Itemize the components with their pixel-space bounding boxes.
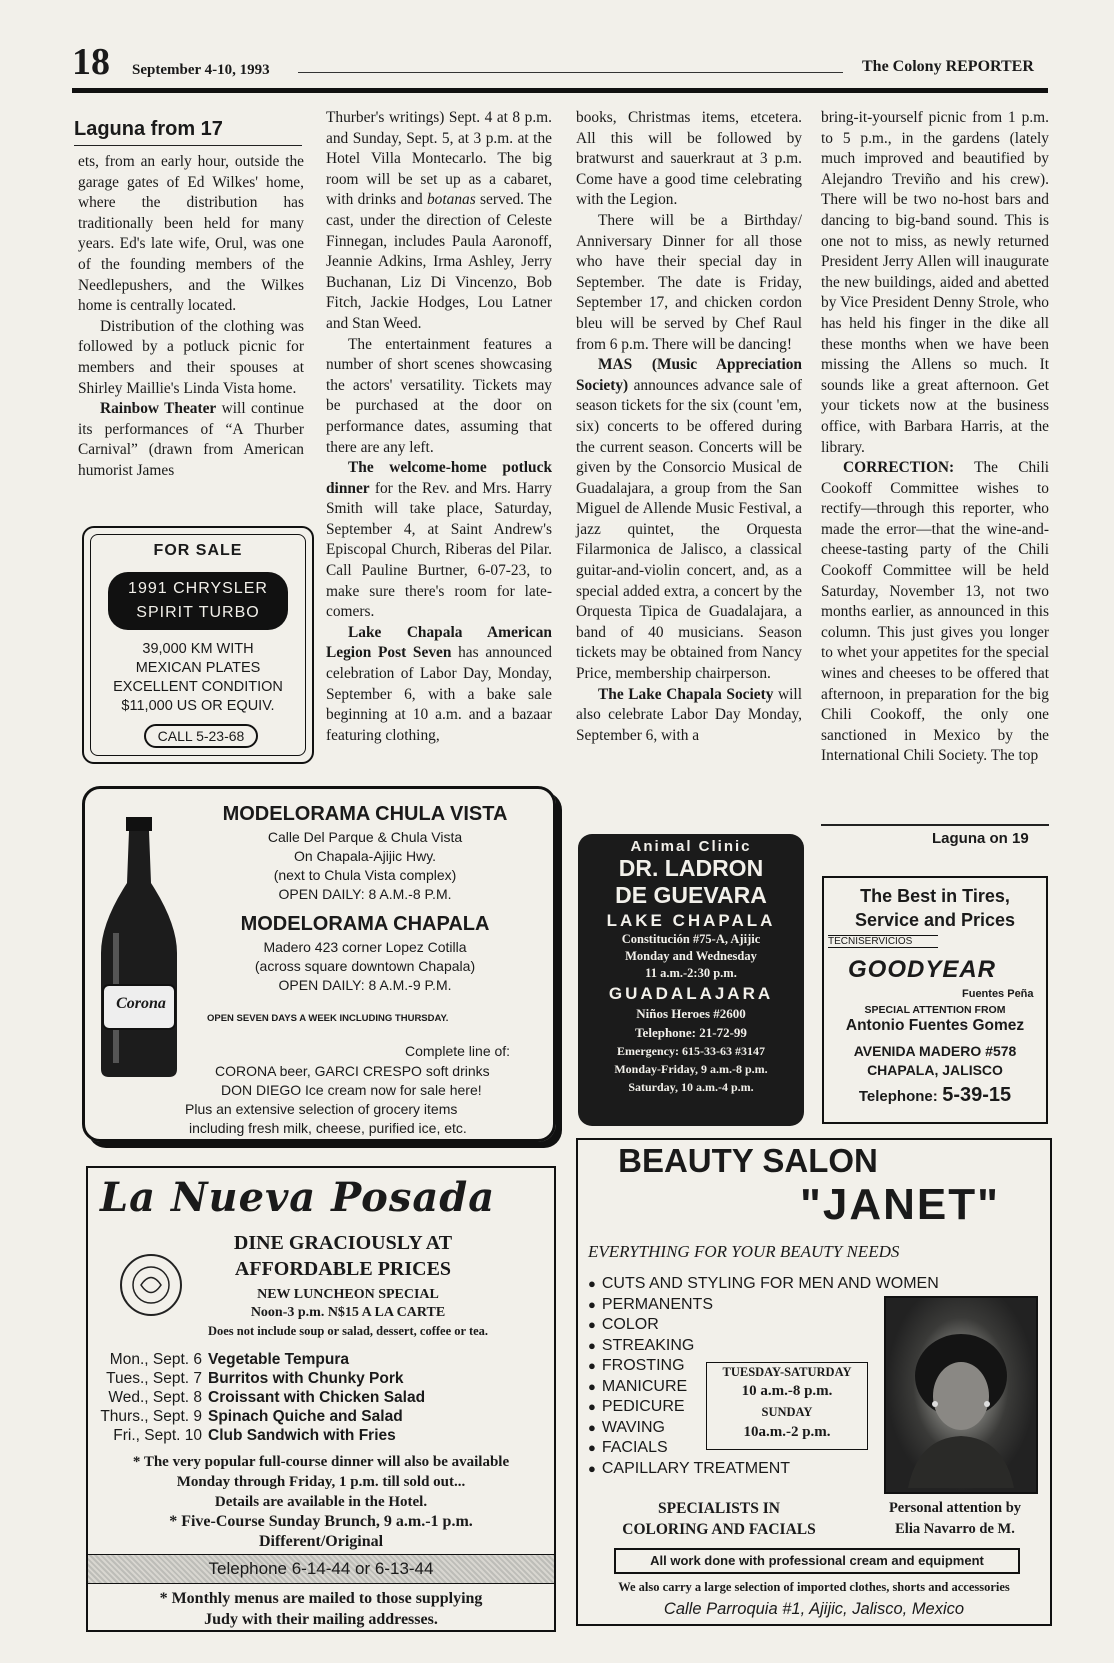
paragraph-text: will continue its performances of “A Thurber Carnival” (drawn from American humorist James [78, 400, 304, 479]
monthly-line: * Monthly menus are mailed to those supplying [159, 1590, 483, 1607]
menu-row [88, 1426, 554, 1445]
hours-time: 10a.m.-2 p.m. [743, 1424, 831, 1440]
col4-paragraph [821, 458, 1049, 767]
tecniservicios-label: TECNISERVICIOS [828, 935, 938, 948]
opening-hours: OPEN DAILY: 8 A.M.-9 P.M. [278, 977, 452, 993]
salon-service-item: ● CAPILLARY TREATMENT [588, 1459, 939, 1480]
menu-dish: Burritos with Chunky Pork [208, 1370, 404, 1387]
open-week-note: OPEN SEVEN DAYS A WEEK INCLUDING THURSDAY. [207, 1013, 449, 1024]
for-sale-title: FOR SALE [153, 542, 243, 559]
column-4 [821, 108, 1049, 767]
monthly-line: Judy with their mailing addresses. [204, 1611, 438, 1628]
menu-day: Fri., Sept. 10 [113, 1427, 202, 1444]
article-headline: Laguna from 17 [74, 118, 223, 140]
paragraph-text: The Chili Cookoff Committee wishes to rectify—through this reporter, who made the error—that the wine-and-cheese-tasting party of the Chili Cookoff Committee will be held Saturday, November 13, not two months earlier, as announced in this column. This just gives you longer to whet your appetites for the special wines and cheeses to be offered that afternoon, in preparation for the big Chili Cookoff, the only one sanctioned in Mexico by the International Chili Society. The top [821, 459, 1049, 765]
salon-service-item: ● WAVING [588, 1418, 939, 1439]
clinic-doctor-name: DR. LADRON [618, 855, 764, 881]
personal-line: Personal attention by [888, 1500, 1022, 1516]
tires-ad [822, 876, 1048, 1124]
corona-bottle-icon [93, 813, 185, 1083]
headline-rule [74, 145, 302, 146]
paragraph-text: for the Rev. and Mrs. Harry Smith will take place, Saturday, September 4, at Saint Andrew's Episcopal Church, Riberas del Pilar. Call Pauline Burtner, 6-07-23, to make sure there's room for late-comers. [326, 479, 552, 621]
contact-name: Antonio Fuentes Gomez [845, 1017, 1025, 1034]
address-line: On Chapala-Ajijic Hwy. [293, 848, 437, 864]
dinner-line: Monday through Friday, 1 p.m. till sold out... [176, 1474, 466, 1490]
phone-number: 5-39-15 [942, 1084, 1012, 1106]
dinner-line: * The very popular full-course dinner will also be available [132, 1454, 510, 1470]
details-line: Details are available in the Hotel. [214, 1494, 428, 1510]
bottle-label: Corona [116, 995, 166, 1012]
column-1 [78, 152, 304, 482]
salon-professional: All work done with professional cream and equipment [614, 1548, 1020, 1574]
clinic-hours: Saturday, 10 a.m.-4 p.m. [628, 1080, 754, 1094]
menu-dish: Vegetable Tempura [208, 1351, 349, 1368]
salon-name: "JANET" [800, 1180, 1000, 1229]
brunch-line: * Five-Course Sunday Brunch, 9 a.m.-1 p.m. [169, 1513, 473, 1530]
italic-term: botanas [426, 191, 476, 209]
salon-service-item: ● COLOR [588, 1315, 939, 1336]
col1-paragraph: Distribution of the clothing was followed by a potluck picnic for members and their spouses at Shirley Maillie's Linda Vista home. [78, 317, 304, 397]
posada-monthly [88, 1588, 554, 1630]
clinic-label: Animal Clinic [630, 838, 752, 855]
opening-hours: OPEN DAILY: 8 A.M.-8 P.M. [278, 886, 452, 902]
publication-name: The Colony REPORTER [862, 58, 1034, 75]
clinic-address: Niños Heroes #2600 [636, 1006, 746, 1021]
address-line: Madero 423 corner Lopez Cotilla [263, 939, 467, 955]
salon-address: Calle Parroquia #1, Ajijic, Jalisco, Mexico [663, 1600, 965, 1618]
address-line: (across square downtown Chapala) [254, 958, 476, 974]
menu-dish: Croissant with Chicken Salad [208, 1389, 426, 1406]
col3-paragraph [576, 685, 802, 747]
address-line: (next to Chula Vista complex) [273, 867, 457, 883]
sale-phone: CALL 5-23-68 [144, 724, 258, 748]
col2-paragraph [326, 108, 552, 335]
col1-paragraph: ets, from an early hour, outside the garage gates of Ed Wilkes' home, where the distribution has traditionally been held for many years. Ed's late wife, Orul, was one of the founding members of the Needlepushers, and the Wilkes home is centrally located. [78, 153, 304, 315]
header-thick-rule [72, 88, 1048, 93]
col4-paragraph: bring-it-yourself picnic from 1 p.m. to 5 p.m., in the gardens (lately much improved and beautified by Alejandro Treviño and his crew). There will be two no-host bars and dancing to big-band sound. This is one not to miss, as newly returned President Jerry Allen will inaugurate the new buildings, aided and abetted by Vice President Denny Strole, who has held his finger in the dike all these months when we have been missing the Allens so much. It sounds like a great afternoon. Get your tickets now at the business office, with Barbara Harris, at the library. [821, 109, 1049, 456]
posada-phone: Telephone 6-14-44 or 6-13-44 [88, 1554, 554, 1584]
menu-day: Mon., Sept. 6 [109, 1351, 202, 1368]
sale-detail-line: $11,000 US OR EQUIV. [121, 698, 275, 714]
clinic-days: Monday and Wednesday [625, 949, 757, 963]
menu-day: Thurs., Sept. 9 [100, 1408, 202, 1425]
salon-title: BEAUTY SALON [618, 1142, 878, 1179]
sale-detail-line: EXCELLENT CONDITION [113, 679, 283, 695]
column-2 [326, 108, 552, 746]
special-note: Does not include soup or salad, dessert, coffee or tea. [207, 1324, 489, 1338]
salon-service-item: ● FACIALS [588, 1438, 939, 1459]
posada-tagline [198, 1230, 488, 1282]
specialists-line: COLORING AND FACIALS [622, 1521, 816, 1538]
for-sale-ad [82, 526, 314, 764]
product-line: DON DIEGO Ice cream now for sale here! [221, 1082, 482, 1098]
salon-service-item: ● PEDICURE [588, 1397, 939, 1418]
hours-days: SUNDAY [761, 1405, 813, 1419]
page-number: 18 [72, 41, 110, 83]
col3-paragraph: There will be a Birthday/ Anniversary Dinner for all those who have their special day in September. The date is Friday, September 17, and chicken cordon bleu will be served by Chef Raul from 6 p.m. There will be dancing! [576, 211, 802, 353]
paragraph-text: has announced celebration of Labor Day, Monday, September 6, with a bake sale beginning at 10 a.m. and a bazaar featuring clothing, [326, 644, 552, 744]
issue-date: September 4-10, 1993 [132, 62, 270, 78]
goodyear-logo: GOODYEAR [848, 956, 997, 983]
continued-line: Laguna on 19 [932, 830, 1029, 847]
lead-in: The Lake Chapala Society [598, 685, 774, 703]
different-line: Different/Original [258, 1533, 384, 1550]
lead-in: CORRECTION: [843, 459, 955, 477]
phone-label: Telephone: [858, 1088, 938, 1105]
col2-paragraph [326, 458, 552, 623]
clinic-doctor-name: DE GUEVARA [615, 882, 767, 908]
lead-in: MAS (Music Appreciation Society) [576, 356, 802, 394]
salon-service-item: ● FROSTING [588, 1356, 939, 1377]
animal-clinic-ad [578, 834, 804, 1126]
menu-dish: Club Sandwich with Fries [208, 1427, 396, 1444]
tagline-line: AFFORDABLE PRICES [234, 1258, 452, 1280]
sale-detail-line: 39,000 KM WITH [142, 641, 254, 657]
sale-detail-line: MEXICAN PLATES [135, 660, 261, 676]
address-line: CHAPALA, JALISCO [867, 1062, 1003, 1078]
menu-dish: Spinach Quiche and Salad [208, 1408, 403, 1425]
salon-service-item: ● CUTS AND STYLING FOR MEN AND WOMEN [588, 1274, 939, 1295]
salon-clothes: We also carry a large selection of imported clothes, shorts and accessories [618, 1580, 1010, 1594]
modelorama-location-1 [185, 803, 545, 904]
special-line: NEW LUNCHEON SPECIAL [257, 1287, 439, 1302]
clinic-city: GUADALAJARA [608, 984, 774, 1003]
menu-row [88, 1350, 554, 1369]
col3-paragraph: books, Christmas items, etcetera. All this will be followed by bratwurst and sauerkraut at 3 p.m. Come have a good time celebrating with the Legion. [576, 109, 802, 209]
product-line: CORONA beer, GARCI CRESPO soft drinks [215, 1063, 490, 1079]
tagline-line: DINE GRACIOUSLY AT [233, 1232, 453, 1254]
hours-time: 10 a.m.-8 p.m. [741, 1383, 833, 1399]
specialists-line: SPECIALISTS IN [658, 1500, 780, 1517]
column-3 [576, 108, 802, 746]
col3-paragraph [576, 355, 802, 685]
posada-extra [88, 1452, 554, 1552]
col2-paragraph: The entertainment features a number of short scenes showcasing the actors' versatility. Tickets may be purchased at the door on performance dates, assuming that there are any left. [326, 335, 552, 456]
location-title: MODELORAMA CHULA VISTA [222, 803, 508, 825]
posada-title: La Nueva Posada [100, 1174, 496, 1221]
clinic-phone: Telephone: 21-72-99 [635, 1025, 747, 1040]
personal-line: Elia Navarro de M. [895, 1521, 1015, 1537]
paragraph-text: will also celebrate Labor Day Monday, September 6, with a [576, 685, 802, 744]
attention-line: SPECIAL ATTENTION FROM [864, 1004, 1006, 1016]
location-title: MODELORAMA CHAPALA [240, 913, 490, 935]
salon-specialists [594, 1498, 844, 1540]
lead-in: The welcome-home potluck dinner [326, 459, 552, 497]
menu-row [88, 1407, 554, 1426]
clinic-emergency: Emergency: 615-33-63 #3147 [617, 1044, 765, 1058]
menu-row [88, 1369, 554, 1388]
salon-personal [860, 1498, 1050, 1540]
clinic-hours: Monday-Friday, 9 a.m.-8 p.m. [614, 1062, 768, 1076]
product-line: including fresh milk, cheese, purified ice, etc. [189, 1120, 467, 1136]
portrait-icon [898, 1318, 1024, 1488]
car-model-banner: 1991 CHRYSLER SPIRIT TURBO [108, 572, 288, 630]
menu-row [88, 1388, 554, 1407]
posada-menu [88, 1350, 554, 1445]
address-line: Calle Del Parque & Chula Vista [267, 829, 463, 845]
tires-title-line: Service and Prices [854, 910, 1016, 930]
modelorama-ad [82, 786, 556, 1142]
salon-hours [706, 1362, 868, 1450]
col1-paragraph [78, 399, 304, 481]
salon-service-item: ● PERMANENTS [588, 1295, 939, 1316]
salon-service-item: ● MANICURE [588, 1377, 939, 1398]
special-time: Noon-3 p.m. N$15 A LA CARTE [250, 1305, 446, 1320]
paragraph-text: Thurber's writings) Sept. 4 at 8 p.m. and Sunday, Sept. 5, at 3 p.m. at the Hotel Villa Montecarlo. The big room will be set up as a cabaret, with drinks and [326, 109, 552, 209]
lead-in: Rainbow Theater [100, 400, 217, 418]
clinic-address: Constitución #75-A, Ajijic [621, 932, 761, 946]
paragraph-text: announces advance sale of season tickets for the six (count 'em, six) concerts to be offered during the current season. Concerts will be given by the Consorcio Musical de Guadalajara, a group from the San Miguel de Allende Music Festival, a jazz quintet, the Orquesta Filarmonica de Jalisco, a classical guitar-and-violin concert, and, as a special added extra, a concert by the Orquesta Tipica de Guadalajara, a band of 40 musicians. Season tickets may be obtained from Nancy Price, membership chairperson. [576, 376, 802, 683]
product-line: Plus an extensive selection of grocery items [185, 1101, 458, 1117]
stylist-photo [884, 1296, 1038, 1494]
hours-days: TUESDAY-SATURDAY [722, 1365, 852, 1379]
luncheon-special [148, 1286, 548, 1340]
menu-day: Tues., Sept. 7 [106, 1370, 202, 1387]
paragraph-text: served. The cast, under the direction of Celeste Finnegan, includes Paula Aaronoff, Jeannie Adkins, Irma Ashley, Jerry Buchanan, Liz Di Vincenzo, Bob Fitch, Jackie Hodges, Lou Latner and Stan Weed. [326, 191, 552, 332]
header-rule [298, 72, 843, 73]
clinic-hours: 11 a.m.-2:30 p.m. [645, 966, 737, 980]
salon-tagline: EVERYTHING FOR YOUR BEAUTY NEEDS [588, 1242, 900, 1261]
sale-details [84, 640, 312, 716]
lead-in: Lake Chapala American Legion Post Seven [326, 623, 552, 662]
complete-line: Complete line of: [405, 1043, 511, 1059]
continued-rule [821, 824, 1049, 826]
col2-paragraph [326, 623, 552, 747]
salon-service-item: ● STREAKING [588, 1336, 939, 1357]
tires-phone [824, 1084, 1046, 1107]
posada-ad [86, 1166, 556, 1632]
tires-title [824, 884, 1046, 932]
tires-details [824, 1004, 1046, 1107]
beauty-salon-ad [576, 1138, 1052, 1626]
clinic-city: LAKE CHAPALA [606, 911, 776, 930]
address-line: AVENIDA MADERO #578 [853, 1043, 1017, 1059]
modelorama-location-2 [185, 913, 545, 995]
menu-day: Wed., Sept. 8 [108, 1389, 202, 1406]
brand-subtitle: Fuentes Peña [962, 988, 1034, 1000]
tires-title-line: The Best in Tires, [860, 886, 1010, 906]
